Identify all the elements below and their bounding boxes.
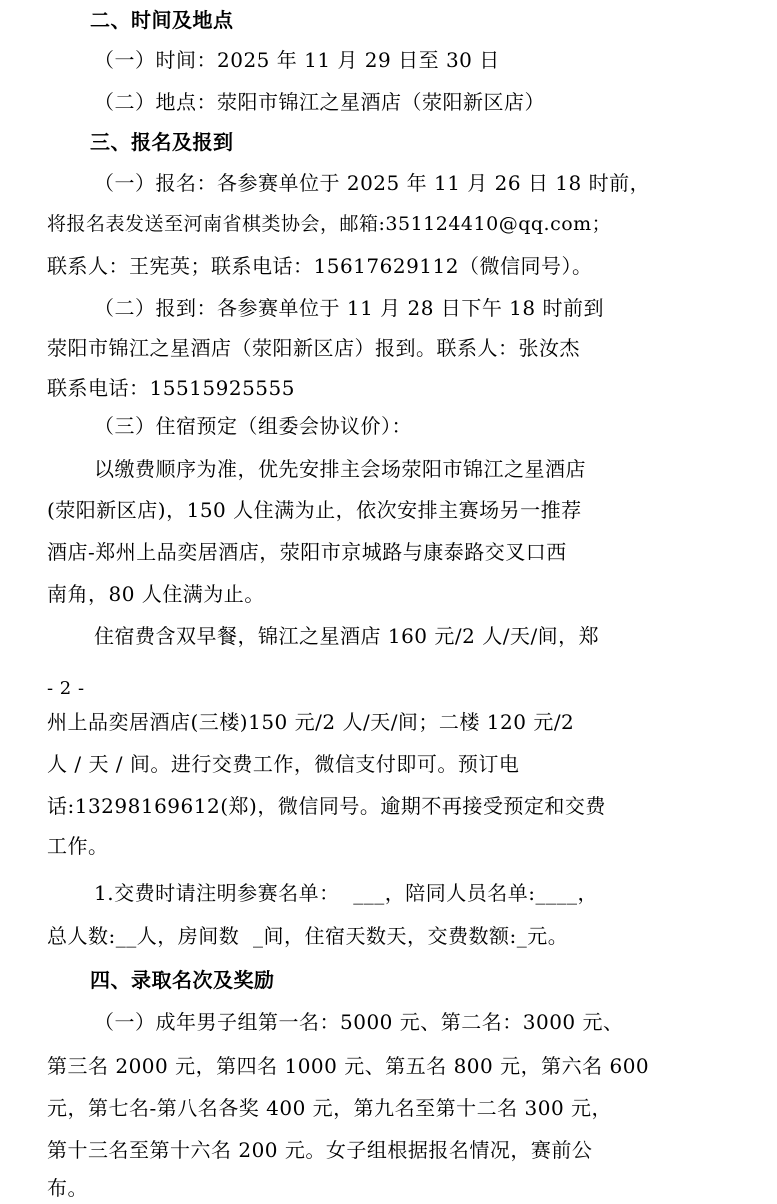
note-line-2: 总人数:__人，房间数 _间，住宿天数天，交费数额:_元。 bbox=[47, 924, 569, 948]
fee-line-4: 话:13298169612(郑)，微信同号。逾期不再接受预定和交费 bbox=[47, 794, 606, 818]
registration-line-3: 联系人：王宪英；联系电话：15617629112（微信同号）。 bbox=[47, 254, 593, 278]
section-heading-time-place: 二、时间及地点 bbox=[90, 8, 234, 32]
registration-line-2: 将报名表发送至河南省棋类协会，邮箱:351124410@qq.com； bbox=[47, 213, 612, 235]
fee-line-3: 人 / 天 / 间。进行交费工作，微信支付即可。预订电 bbox=[47, 752, 520, 776]
fee-line-2: 州上品奕居酒店(三楼)150 元/2 人/天/间；二楼 120 元/2 bbox=[47, 710, 575, 734]
arrival-line-2: 荥阳市锦江之星酒店（荥阳新区店）报到。联系人：张汝杰 bbox=[47, 336, 580, 360]
arrival-line-3: 联系电话：15515925555 bbox=[47, 376, 295, 400]
fee-line-1: 住宿费含双早餐，锦江之星酒店 160 元/2 人/天/间，郑 bbox=[94, 624, 600, 648]
note-line-1: 1.交费时请注明参赛名单： ___，陪同人员名单:____， bbox=[94, 881, 599, 905]
prize-line-3: 元，第七名-第八名各奖 400 元，第九名至第十二名 300 元， bbox=[47, 1096, 613, 1120]
fee-line-5: 工作。 bbox=[47, 834, 109, 858]
lodging-line-1: 以缴费顺序为准，优先安排主会场荥阳市锦江之星酒店 bbox=[94, 457, 586, 481]
page-number: - 2 - bbox=[47, 678, 85, 699]
arrival-line-1: （二）报到：各参赛单位于 11 月 28 日下午 18 时前到 bbox=[94, 296, 604, 320]
registration-line-1: （一）报名：各参赛单位于 2025 年 11 月 26 日 18 时前， bbox=[94, 171, 651, 195]
prize-line-1: （一）成年男子组第一名：5000 元、第二名：3000 元、 bbox=[94, 1010, 624, 1034]
lodging-line-3: 酒店-郑州上品奕居酒店，荥阳市京城路与康泰路交叉口西 bbox=[47, 540, 567, 564]
lodging-title: （三）住宿预定（组委会协议价）： bbox=[94, 414, 412, 438]
section-heading-registration: 三、报名及报到 bbox=[90, 130, 234, 154]
lodging-line-4: 南角，80 人住满为止。 bbox=[47, 582, 265, 606]
section-heading-prizes: 四、录取名次及奖励 bbox=[90, 968, 275, 992]
time-line: （一）时间：2025 年 11 月 29 日至 30 日 bbox=[94, 48, 500, 72]
prize-line-2: 第三名 2000 元，第四名 1000 元、第五名 800 元，第六名 600 bbox=[47, 1054, 650, 1078]
lodging-line-2: (荥阳新区店)，150 人住满为止，依次安排主赛场另一推荐 bbox=[47, 498, 582, 522]
place-line: （二）地点：荥阳市锦江之星酒店（荥阳新区店） bbox=[94, 90, 545, 114]
prize-line-4: 第十三名至第十六名 200 元。女子组根据报名情况，赛前公 bbox=[47, 1138, 593, 1162]
prize-line-5: 布。 bbox=[47, 1176, 88, 1200]
